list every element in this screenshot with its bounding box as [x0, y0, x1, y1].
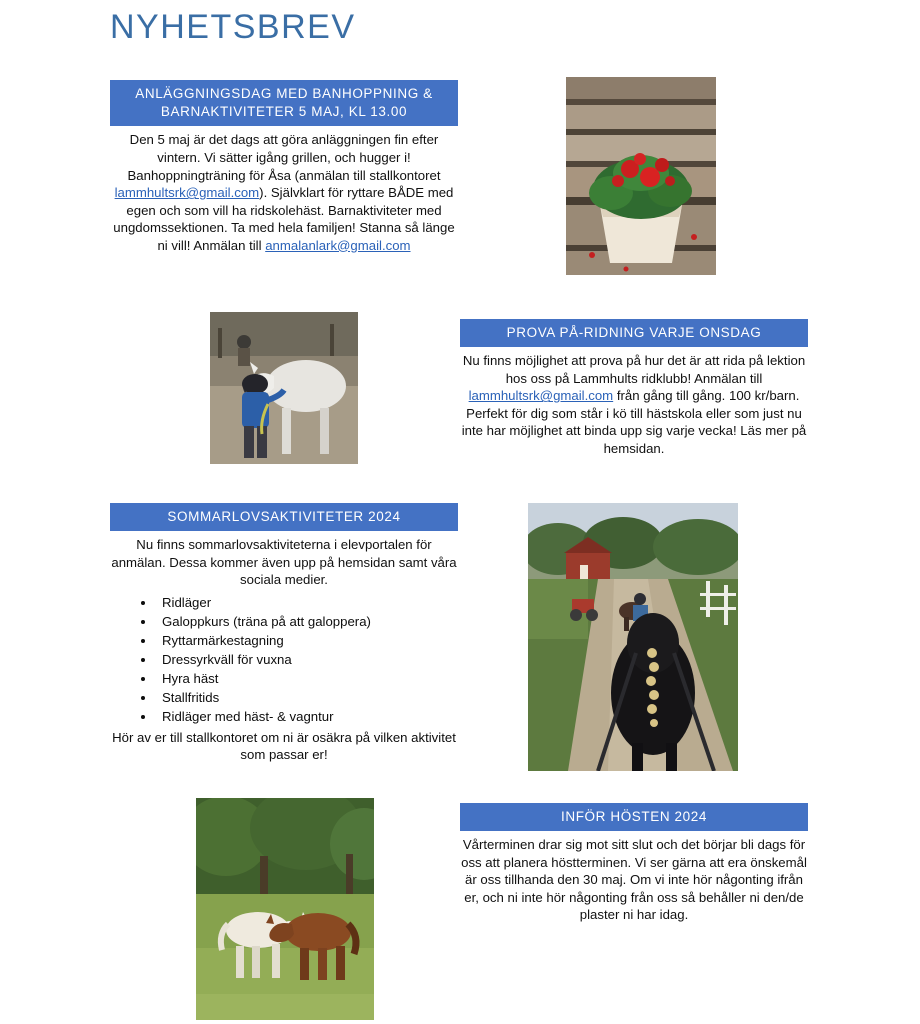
- body-text-part2: ). Självklart för ryttare BÅDE med egen och som vill ha ridskolehäst. Barnaktiviteter med ungdomssektionen. Ta med hela familjen! Stanna så länge ni vill! Anmälan till: [113, 185, 455, 253]
- section-intro-sommarlovsaktiviteter: Nu finns sommarlovsaktiviteterna i elevportalen för anmälan. Dessa kommer även upp på hemsidan samt våra sociala medier.: [111, 537, 457, 588]
- section-heading-sommarlovsaktiviteter: SOMMARLOVSAKTIVITETER 2024: [110, 503, 458, 531]
- section-infor-hosten: [460, 803, 808, 924]
- email-link-anmalanlark[interactable]: anmalanlark@gmail.com: [265, 237, 411, 253]
- section-heading-prova-pa-ridning: PROVA PÅ-RIDNING VARJE ONSDAG: [460, 319, 808, 347]
- email-link-lammhultsrk-2[interactable]: lammhultsrk@gmail.com: [468, 388, 614, 404]
- section-body-prova-pa-ridning: [460, 352, 808, 457]
- email-link-lammhultsrk-1[interactable]: lammhultsrk@gmail.com: [114, 185, 260, 201]
- list-item: • Galoppkurs (träna på att galoppera): [156, 612, 458, 631]
- list-item: • Dressyrkväll för vuxna: [156, 650, 458, 669]
- flower-box-photo: [566, 77, 716, 275]
- section-body-anlaggningsdag: [110, 131, 458, 254]
- horses-in-pasture-photo: [196, 798, 374, 1020]
- list-item: • Ridläger med häst- & vagntur: [156, 707, 458, 726]
- section-heading-infor-hosten: INFÖR HÖSTEN 2024: [460, 803, 808, 831]
- list-item: • Hyra häst: [156, 669, 458, 688]
- section-outro-sommarlovsaktiviteter: Hör av er till stallkontoret om ni är osäkra på vilken aktivitet som passar er!: [112, 729, 456, 763]
- list-item: • Ridläger: [156, 593, 458, 612]
- body-text-part2: från gång till gång. 100 kr/barn. Perfekt för dig som står i kö till hästskola eller som just nu inte har möjlighet att binda upp sig varje vecka! Läs mer på hemsidan.: [461, 388, 807, 456]
- body-text-part1: Den 5 maj är det dags att göra anläggningen fin efter vintern. Vi sätter igång grillen, och hugger i! Banhoppningträning för Åsa (anmälan till stallkontoret: [127, 132, 441, 183]
- activity-list: [110, 593, 458, 726]
- body-text-part1: Nu finns möjlighet att prova på hur det är att rida på lektion hos oss på Lammhults ridklubb! Anmälan till: [462, 353, 806, 386]
- section-body-infor-hosten: Vårterminen drar sig mot sitt slut och det börjar bli dags för oss att planera höstterminen. Vi ser gärna att era önskemål är oss tillhanda den 30 maj. Om vi inte hör någonting ifrån er, och ni inte hör någonting från oss så behåller ni den/de plaster ni har idag.: [461, 837, 807, 923]
- child-leading-horse-photo: [210, 312, 358, 464]
- carriage-driving-photo: [528, 503, 738, 771]
- list-item: • Stallfritids: [156, 688, 458, 707]
- section-sommarlovsaktiviteter: [110, 503, 458, 764]
- list-item: • Ryttarmärkestagning: [156, 631, 458, 650]
- page-title: NYHETSBREV: [110, 8, 356, 46]
- section-prova-pa-ridning: [460, 319, 808, 458]
- section-heading-anlaggningsdag: ANLÄGGNINGSDAG MED BANHOPPNING & BARNAKTIVITETER 5 MAJ, KL 13.00: [110, 80, 458, 126]
- section-anlaggningsdag: [110, 80, 458, 254]
